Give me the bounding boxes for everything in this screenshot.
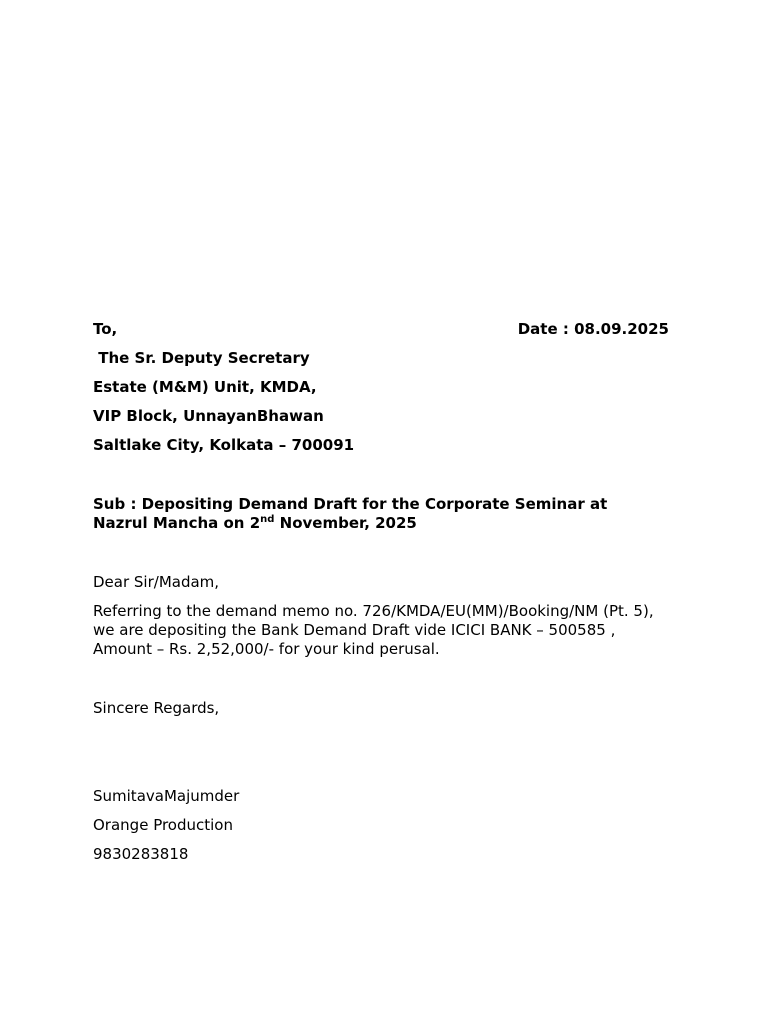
subject-text-after: November, 2025 [274, 514, 417, 532]
salutation: Dear Sir/Madam, [93, 573, 220, 591]
letter [93, 320, 673, 864]
subject-line [93, 495, 673, 533]
recipient-building: VIP Block, UnnayanBhawan [93, 407, 324, 425]
body-line-1: Referring to the demand memo no. 726/KMDA/EU(MM)/Booking/NM (Pt. 5), [93, 602, 654, 620]
body-line-3: Amount – Rs. 2,52,000/- for your kind perusal. [93, 640, 440, 658]
closing: Sincere Regards, [93, 699, 220, 717]
subject-line-2 [93, 514, 673, 533]
signature-company: Orange Production [93, 816, 233, 834]
letter-header [93, 320, 669, 339]
letter-date: Date : 08.09.2025 [517, 320, 669, 338]
body-line-2: we are depositing the Bank Demand Draft vide ICICI BANK – 500585 , [93, 621, 616, 639]
subject-text-before: Nazrul Mancha on 2 [93, 514, 261, 532]
to-label: To, [93, 320, 118, 338]
recipient-title: The Sr. Deputy Secretary [93, 349, 310, 367]
recipient-city: Saltlake City, Kolkata – 700091 [93, 436, 355, 454]
subject-ordinal-suffix: nd [260, 514, 275, 525]
recipient-department: Estate (M&M) Unit, KMDA, [93, 378, 317, 396]
letter-body [93, 602, 673, 659]
signature-name: SumitavaMajumder [93, 787, 240, 805]
signature-phone: 9830283818 [93, 845, 189, 863]
subject-line-1: Sub : Depositing Demand Draft for the Corporate Seminar at [93, 495, 608, 513]
